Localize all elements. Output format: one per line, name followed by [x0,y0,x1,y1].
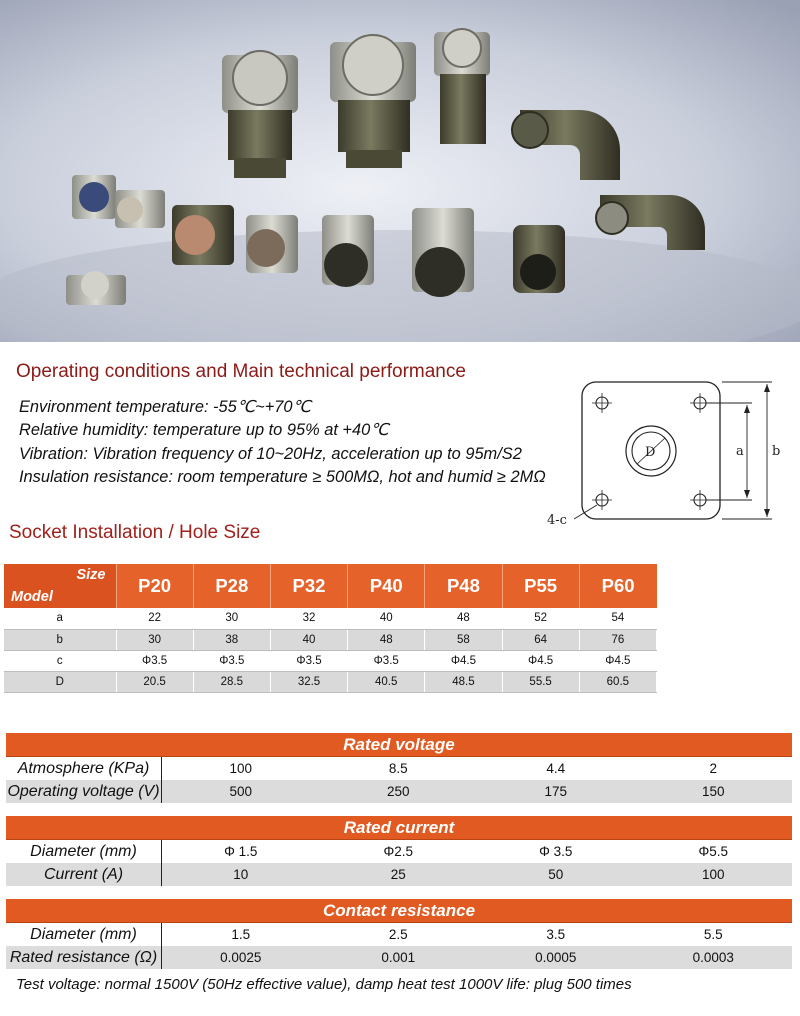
table-row [6,946,792,969]
diagram-label-D: D [645,445,656,460]
rated-voltage-table [6,733,792,803]
product-photo [0,0,800,342]
row-label: Rated resistance (Ω) [6,946,162,969]
rated-current-table [6,816,792,886]
table-cell: 8.5 [388,761,408,776]
table-cell: Φ3.5 [348,650,425,671]
spec-vibration: Vibration: Vibration frequency of 10~20Hz, acceleration up to 95m/S2 [19,444,522,463]
table-cell: 2.5 [388,927,408,942]
rated-current-title: Rated current [6,816,792,840]
table-row [6,923,792,946]
row-label: Atmosphere (KPa) [6,757,162,780]
connector-large-3 [434,29,490,144]
table-cell: Φ 3.5 [539,844,573,859]
table-row [4,629,657,650]
column-header: P40 [348,564,425,608]
connector-large-1 [222,51,298,178]
table-cell: Φ3.5 [193,650,270,671]
table-cell: 100 [229,761,253,776]
table-cell: Φ5.5 [698,844,729,859]
row-label: Diameter (mm) [6,840,162,863]
table-row [4,608,657,629]
table-cell: 2 [709,761,717,776]
diagram-label-holes: 4-c [547,513,567,528]
table-cell: Φ 1.5 [224,844,258,859]
table-cell: 48 [425,608,502,629]
table-cell: Φ3.5 [116,650,193,671]
table-cell: 54 [579,608,656,629]
table-cell: 40.5 [348,671,425,692]
column-header: P55 [502,564,579,608]
spec-insulation-resistance: Insulation resistance: room temperature ≥ 500MΩ, hot and humid ≥ 2MΩ [19,468,546,487]
table-cell: 30 [116,629,193,650]
spec-relative-humidity: Relative humidity: temperature up to 95% at +40℃ [19,421,389,440]
table-cell: 52 [502,608,579,629]
row-label: b [4,629,116,650]
table-cell: 32 [270,608,347,629]
table-cell: 1.5 [231,927,251,942]
spec-environment-temperature: Environment temperature: -55℃~+70℃ [19,398,311,416]
table-cell: 0.0025 [220,950,262,965]
table-row [6,780,792,803]
hole-size-table [4,564,657,693]
table-cell: 30 [193,608,270,629]
table-cell: 48.5 [425,671,502,692]
table-cell: Φ2.5 [383,844,414,859]
table-cell: 58 [425,629,502,650]
table-cell: 10 [233,867,249,882]
table-row [6,757,792,780]
table-cell: 3.5 [546,927,566,942]
table-cell: 20.5 [116,671,193,692]
table-cell: 40 [270,629,347,650]
row-label: D [4,671,116,692]
table-cell: 50 [548,867,564,882]
table-cell: 5.5 [703,927,723,942]
socket-hole-diagram [540,372,795,532]
diagram-label-b: b [772,444,781,459]
row-label: Current (A) [6,863,162,886]
row-label: Diameter (mm) [6,923,162,946]
rated-voltage-title: Rated voltage [6,733,792,757]
operating-conditions-list [19,396,559,490]
table-row [6,840,792,863]
row-label: c [4,650,116,671]
contact-resistance-table [6,899,792,969]
table-cell: 100 [701,867,725,882]
table-cell: 250 [386,784,410,799]
table-cell: 0.001 [381,950,416,965]
column-header: P32 [270,564,347,608]
table-cell: 64 [502,629,579,650]
table-cell: 22 [116,608,193,629]
corner-size-label: Size [76,567,106,583]
table-row [4,650,657,671]
table-cell: 40 [348,608,425,629]
row-label: Operating voltage (V) [6,780,162,803]
table-cell: 48 [348,629,425,650]
table-cell: 150 [701,784,725,799]
table-cell: 0.0003 [692,950,734,965]
table-cell: 500 [229,784,253,799]
table-cell: 0.0005 [535,950,577,965]
test-voltage-note: Test voltage: normal 1500V (50Hz effective value), damp heat test 1000V life: plug 500 times [16,976,632,993]
table-cell: 25 [390,867,406,882]
table-cell: Φ4.5 [579,650,656,671]
connector-large-2 [330,35,416,168]
corner-model-label: Model [11,589,53,605]
hole-size-header-row [4,564,657,608]
table-cell: 32.5 [270,671,347,692]
contact-resistance-title: Contact resistance [6,899,792,923]
table-cell: 28.5 [193,671,270,692]
column-header: P28 [193,564,270,608]
table-row [4,671,657,692]
column-header: P48 [425,564,502,608]
operating-conditions-title: Operating conditions and Main technical performance [16,361,466,382]
column-header: P60 [579,564,656,608]
table-cell: 60.5 [579,671,656,692]
table-cell: Φ4.5 [425,650,502,671]
table-cell: 76 [579,629,656,650]
table-row [6,863,792,886]
table-corner-header [4,564,116,608]
row-label: a [4,608,116,629]
column-header: P20 [116,564,193,608]
table-cell: 175 [544,784,568,799]
table-cell: 38 [193,629,270,650]
socket-installation-title: Socket Installation / Hole Size [9,522,261,543]
table-cell: Φ4.5 [502,650,579,671]
table-cell: 55.5 [502,671,579,692]
diagram-label-a: a [736,444,744,459]
table-cell: Φ3.5 [270,650,347,671]
table-cell: 4.4 [546,761,566,776]
